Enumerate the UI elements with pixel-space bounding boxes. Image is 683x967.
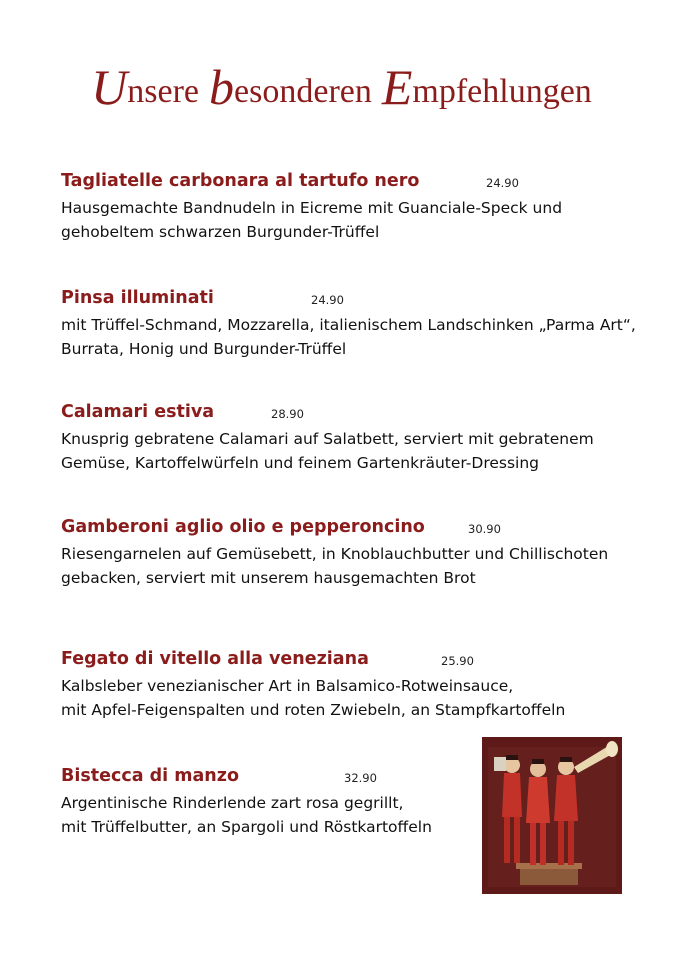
dish-name: Fegato di vitello alla veneziana — [61, 649, 369, 669]
dish-description: Knusprig gebratene Calamari auf Salatbett, serviert mit gebratenem Gemüse, Kartoffelwürfeln und feinem Gartenkräuter-Dressing — [61, 430, 594, 472]
title-word: besonderen — [209, 59, 372, 115]
dish-price: 24.90 — [311, 293, 344, 307]
dish-price: 25.90 — [441, 654, 474, 668]
menu-item — [61, 171, 621, 244]
dish-description: mit Trüffel-Schmand, Mozzarella, italienischem Landschinken „Parma Art“, Burrata, Honig und Burgunder-Trüffel — [61, 316, 636, 358]
dish-description: Kalbsleber venezianischer Art in Balsamico-Rotweinsauce, mit Apfel-Feigenspalten und roten Zwiebeln, an Stampfkartoffeln — [61, 677, 566, 719]
dish-name: Bistecca di manzo — [61, 766, 239, 786]
dish-price: 28.90 — [271, 407, 304, 421]
dish-description: Hausgemachte Bandnudeln in Eicreme mit Guanciale-Speck und gehobeltem schwarzen Burgunder-Trüffel — [61, 199, 563, 241]
dish-name: Gamberoni aglio olio e pepperoncino — [61, 517, 425, 537]
dish-description: Riesengarnelen auf Gemüsebett, in Knoblauchbutter und Chillischoten gebacken, serviert mit unserem hausgemachten Brot — [61, 545, 609, 587]
page-title — [0, 59, 683, 115]
renaissance-figures-image — [482, 737, 622, 894]
dish-price: 32.90 — [344, 771, 377, 785]
menu-item — [61, 517, 621, 590]
menu-item — [61, 288, 636, 361]
dish-name: Calamari estiva — [61, 402, 215, 422]
dish-name: Tagliatelle carbonara al tartufo nero — [61, 171, 420, 191]
dish-name: Pinsa illuminati — [61, 288, 214, 308]
title-word: Empfehlungen — [381, 59, 592, 115]
menu-item — [61, 402, 621, 475]
dish-price: 30.90 — [468, 522, 501, 536]
menu-item — [61, 649, 621, 722]
dish-description: Argentinische Rinderlende zart rosa gegrillt, mit Trüffelbutter, an Spargoli und Röstkartoffeln — [61, 794, 432, 836]
dish-price: 24.90 — [486, 176, 519, 190]
title-word: Unsere — [91, 59, 200, 115]
